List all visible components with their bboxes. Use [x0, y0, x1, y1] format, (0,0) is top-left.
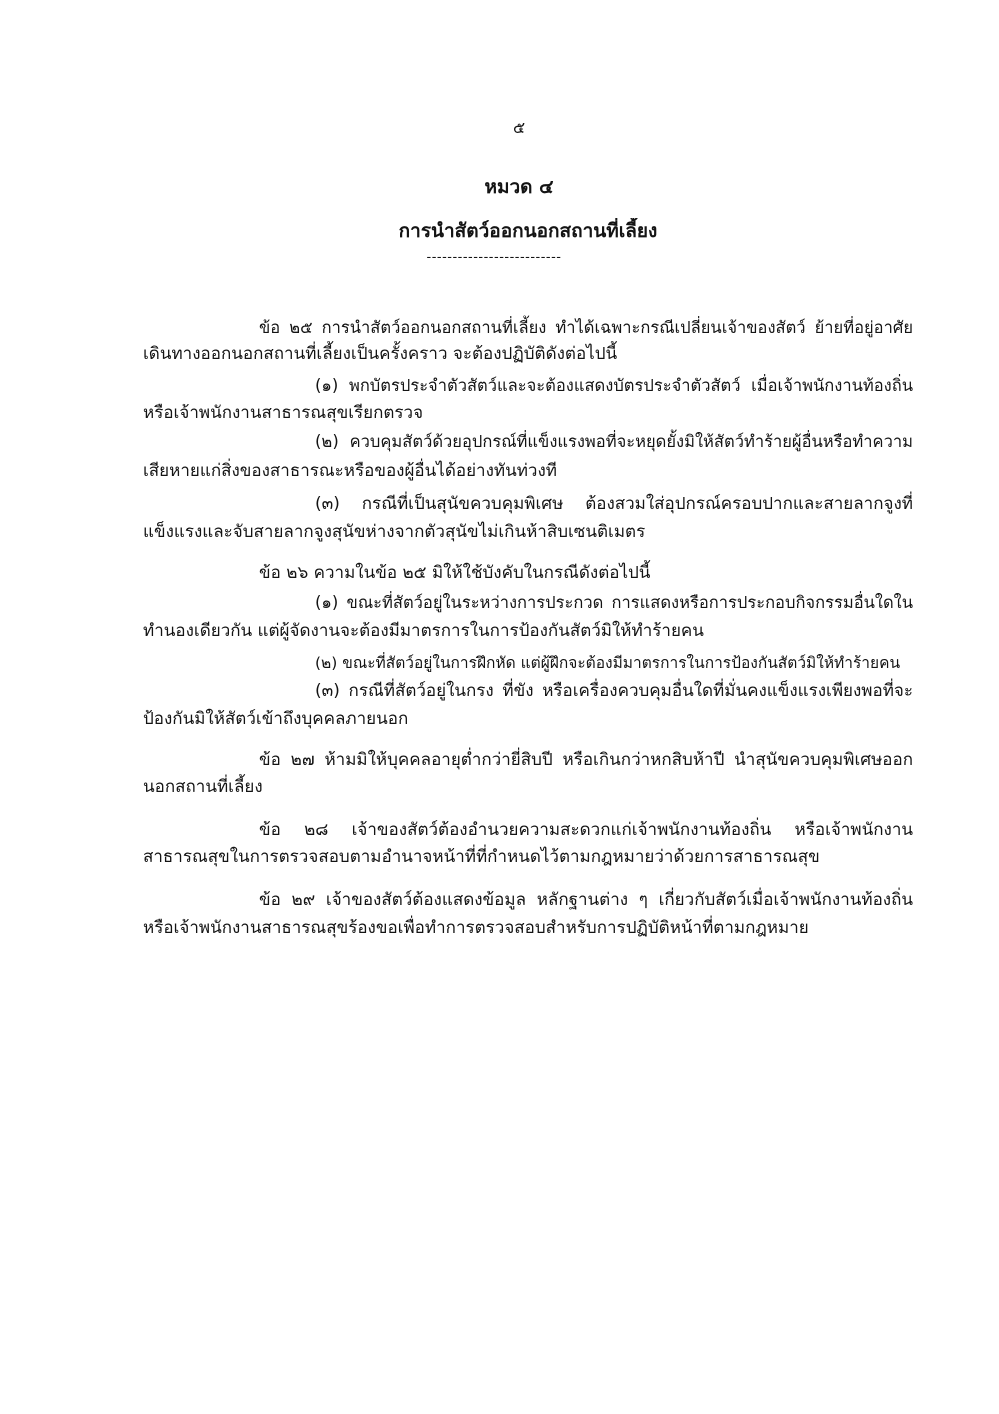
- paragraph-line: ข้อ ๒๕ การนำสัตว์ออกนอกสถานที่เลี้ยง ทำได้เฉพาะกรณีเปลี่ยนเจ้าของสัตว์ ย้ายที่อยู่อาศัย: [259, 318, 913, 337]
- paragraph-line: ข้อ ๒๗ ห้ามมิให้บุคคลอายุต่ำกว่ายี่สิบปี หรือเกินกว่าหกสิบห้าปี นำสุนัขควบคุมพิเศษออก: [259, 750, 913, 770]
- paragraph-line: สาธารณสุขในการตรวจสอบตามอำนาจหน้าที่ที่กำหนดไว้ตามกฎหมายว่าด้วยการสาธารณสุข: [143, 847, 820, 867]
- paragraph-line: ทำนองเดียวกัน แต่ผู้จัดงานจะต้องมีมาตรการในการป้องกันสัตว์มิให้ทำร้ายคน: [143, 621, 704, 641]
- title-separator: --------------------------: [426, 250, 562, 265]
- paragraph-line: (๒) ขณะที่สัตว์อยู่ในการฝึกหัด แต่ผู้ฝึกจะต้องมีมาตรการในการป้องกันสัตว์มิให้ทำร้ายคน: [315, 654, 901, 672]
- paragraph-line: หรือเจ้าพนักงานสาธารณสุขเรียกตรวจ: [143, 403, 424, 423]
- paragraph-line: แข็งแรงและจับสายลากจูงสุนัขห่างจากตัวสุนัขไม่เกินห้าสิบเซนติเมตร: [143, 522, 646, 542]
- paragraph-line: เสียหายแก่สิ่งของสาธารณะหรือของผู้อื่นได้อย่างทันท่วงที: [143, 461, 557, 481]
- paragraph-line: (๓) กรณีที่เป็นสุนัขควบคุมพิเศษ ต้องสวมใส่อุปกรณ์ครอบปากและสายลากจูงที่: [315, 494, 913, 514]
- paragraph-line: (๑) พกบัตรประจำตัวสัตว์และจะต้องแสดงบัตรประจำตัวสัตว์ เมื่อเจ้าพนักงานท้องถิ่น: [315, 376, 913, 395]
- paragraph-line: (๓) กรณีที่สัตว์อยู่ในกรง ที่ขัง หรือเครื่องควบคุมอื่นใดที่มั่นคงแข็งแรงเพียงพอที่จะ: [315, 681, 913, 701]
- paragraph-line: ข้อ ๒๙ เจ้าของสัตว์ต้องแสดงข้อมูล หลักฐานต่าง ๆ เกี่ยวกับสัตว์เมื่อเจ้าพนักงานท้องถิ่น: [259, 890, 913, 910]
- paragraph-line: (๑) ขณะที่สัตว์อยู่ในระหว่างการประกวด การแสดงหรือการประกอบกิจกรรมอื่นใดใน: [315, 593, 913, 612]
- paragraph-line: นอกสถานที่เลี้ยง: [143, 777, 263, 797]
- paragraph-line: (๒) ควบคุมสัตว์ด้วยอุปกรณ์ที่แข็งแรงพอที่จะหยุดยั้งมิให้สัตว์ทำร้ายผู้อื่นหรือทำความ: [315, 432, 913, 451]
- paragraph-line: เดินทางออกนอกสถานที่เลี้ยงเป็นครั้งคราว จะต้องปฏิบัติดังต่อไปนี้: [143, 344, 618, 364]
- page-number: ๕: [512, 118, 526, 137]
- paragraph-line: ป้องกันมิให้สัตว์เข้าถึงบุคคลภายนอก: [143, 709, 409, 729]
- paragraph-line: ข้อ ๒๖ ความในข้อ ๒๕ มิให้ใช้บังคับในกรณีดังต่อไปนี้: [259, 563, 651, 583]
- chapter-subtitle: การนำสัตว์ออกนอกสถานที่เลี้ยง: [398, 220, 658, 242]
- paragraph-line: ข้อ ๒๘ เจ้าของสัตว์ต้องอำนวยความสะดวกแก่เจ้าพนักงานท้องถิ่น หรือเจ้าพนักงาน: [259, 820, 913, 840]
- paragraph-line: หรือเจ้าพนักงานสาธารณสุขร้องขอเพื่อทำการตรวจสอบสำหรับการปฏิบัติหน้าที่ตามกฎหมาย: [143, 918, 809, 938]
- chapter-title: หมวด ๔: [484, 176, 554, 198]
